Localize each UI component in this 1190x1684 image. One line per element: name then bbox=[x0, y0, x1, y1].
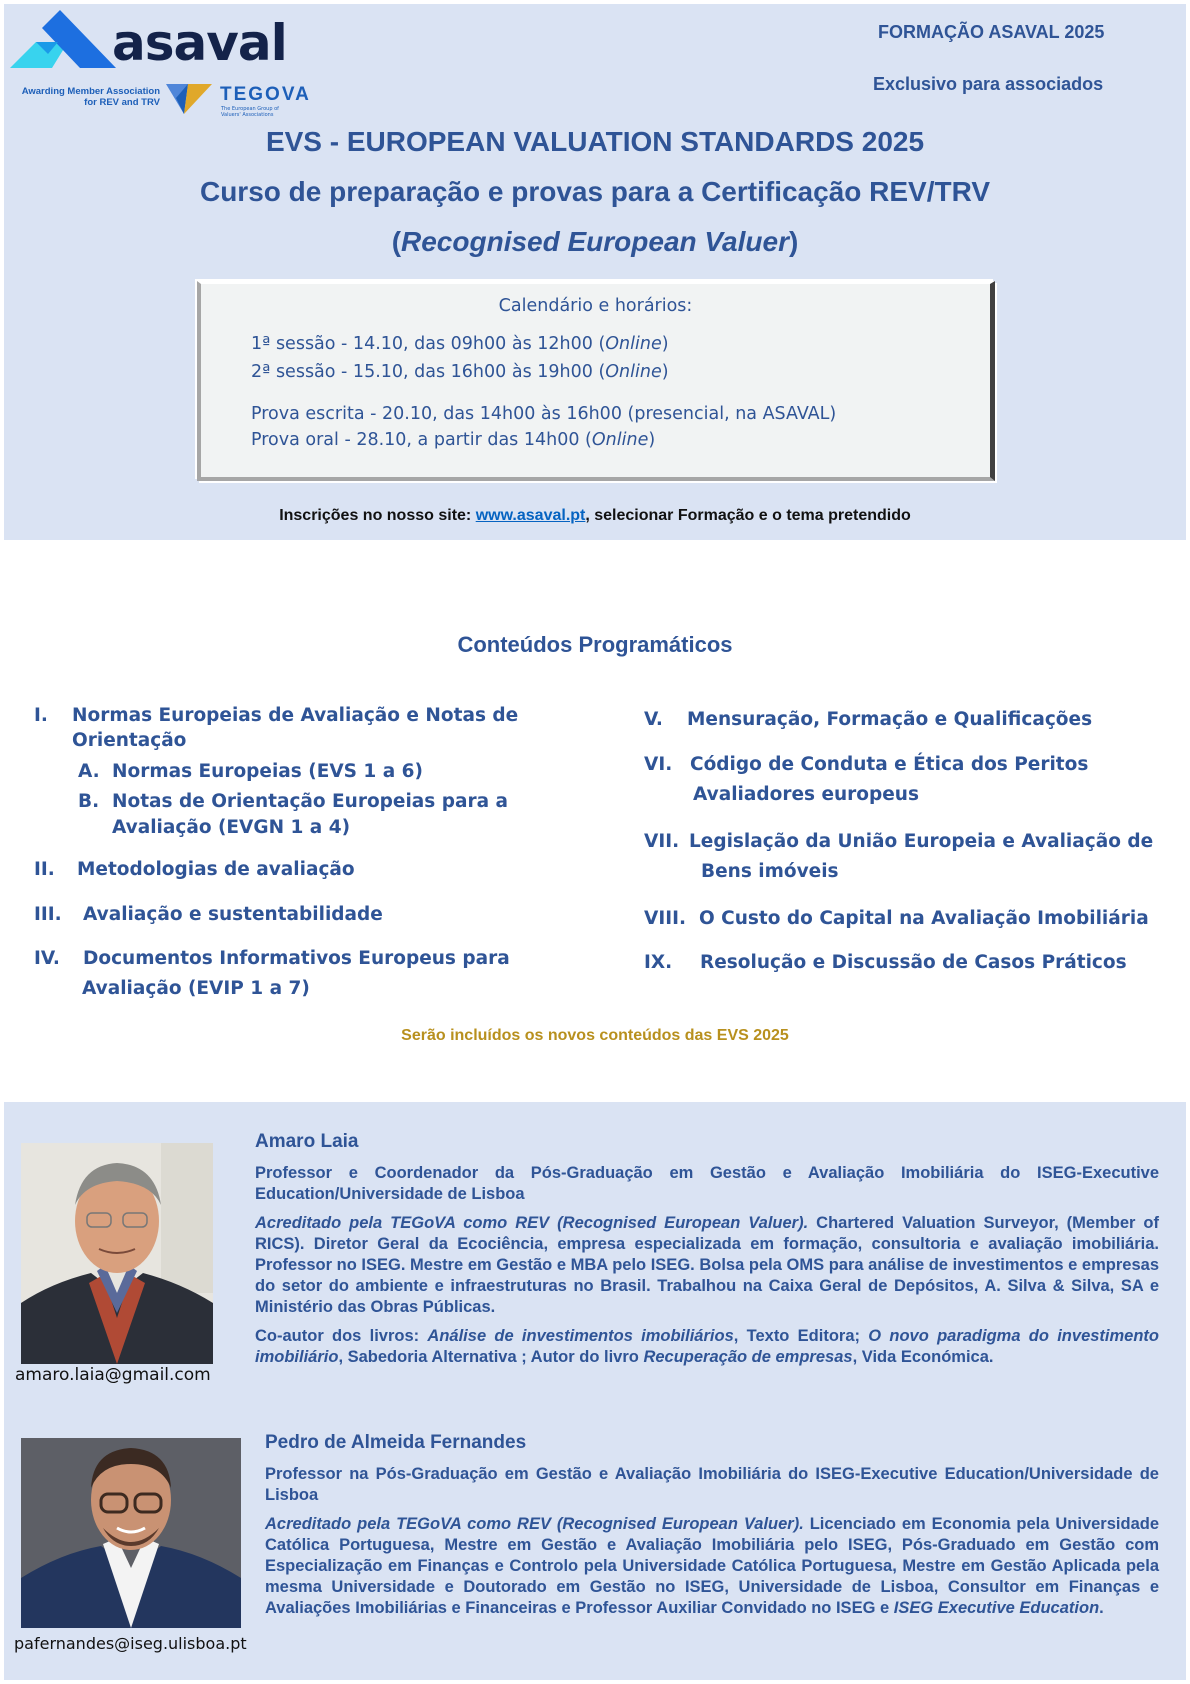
item-text: Legislação da União Europeia e Avaliação de bbox=[689, 831, 1154, 852]
award-text bbox=[8, 86, 160, 108]
trainer-bio-pedro-fernandes bbox=[265, 1432, 1159, 1627]
trainer-name: Pedro de Almeida Fernandes bbox=[265, 1432, 527, 1453]
item-text: Normas Europeias (EVS 1 a 6) bbox=[112, 761, 423, 782]
book-title: Análise de investimentos imobiliários bbox=[427, 1327, 734, 1345]
portrait-icon bbox=[21, 1143, 213, 1364]
program-item-1 bbox=[34, 703, 594, 763]
bio-institution: ISEG Executive Education bbox=[893, 1599, 1100, 1617]
oral-exam bbox=[251, 430, 655, 450]
accreditation: Acreditado pela TEGoVA como REV (Recognised European Valuer). bbox=[255, 1214, 809, 1232]
books-text: , Vida Económica. bbox=[852, 1348, 994, 1366]
item-number: IX. bbox=[644, 952, 673, 973]
session-close: ) bbox=[661, 362, 669, 382]
books-text: , Texto Editora; bbox=[733, 1327, 869, 1345]
trainer-role: Professor na Pós-Graduação em Gestão e Avaliação Imobiliária do ISEG-Executive Education/Universidade de Lisboa bbox=[265, 1465, 1159, 1504]
book-title: Recuperação de empresas bbox=[643, 1348, 853, 1366]
program-item-6 bbox=[644, 752, 1184, 812]
item-text: Resolução e Discussão de Casos Práticos bbox=[700, 952, 1127, 973]
paren-close: ) bbox=[788, 226, 799, 257]
item-text: Notas de Orientação Europeias para a bbox=[112, 791, 509, 812]
trainer-photo-amaro-laia bbox=[21, 1143, 213, 1364]
program-item-2 bbox=[34, 857, 534, 885]
item-text: Avaliação (EVGN 1 a 4) bbox=[112, 817, 351, 838]
signup-suffix: , selecionar Formação e o tema pretendido bbox=[585, 507, 911, 524]
session-1 bbox=[251, 334, 669, 354]
asaval-logo bbox=[8, 8, 311, 118]
item-number: VIII. bbox=[644, 908, 686, 929]
session-text: 1ª sessão - 14.10, das 09h00 às 12h00 ( bbox=[251, 334, 606, 354]
item-text: Normas Europeias de Avaliação e Notas de bbox=[72, 705, 519, 726]
item-text: Bens imóveis bbox=[701, 861, 839, 882]
session-close: ) bbox=[648, 430, 656, 450]
program-item-9 bbox=[644, 950, 1184, 978]
bio-text: Licenciado em Economia pela Universidade Católica Portuguesa, Mestre em Gestão e Avaliação Imobiliária pelo ISEG, Pós-Graduado em Gestão com Especialização em Finanças e Controlo pela Universidade Católica Portuguesa, Mestre em Gestão Aplicada pela mesma Universidade e Doutorado em Gestão no ISEG, Universidade de Lisboa, Consultor em Finanças e Avaliações Imobiliárias e Financeiras e Professor Auxiliar Convidado no ISEG e bbox=[265, 1515, 1160, 1617]
item-number: II. bbox=[34, 859, 55, 880]
paren-open: ( bbox=[391, 226, 402, 257]
program-subitem-b bbox=[78, 789, 578, 845]
program-item-5 bbox=[644, 707, 1184, 735]
trainer-credentials bbox=[255, 1213, 1159, 1318]
trainer-bio-amaro-laia bbox=[255, 1131, 1159, 1376]
session-close: ) bbox=[661, 334, 669, 354]
asaval-mark-icon bbox=[8, 8, 118, 78]
session-2 bbox=[251, 362, 669, 382]
program-item-7 bbox=[644, 829, 1190, 889]
trainer-email-amaro-laia[interactable]: amaro.laia@gmail.com bbox=[15, 1365, 211, 1385]
session-text: Prova escrita - 20.10, das 14h00 às 16h00 (presencial, na ASAVAL) bbox=[251, 404, 837, 424]
item-text: Metodologias de avaliação bbox=[77, 859, 355, 880]
award-line-1: Awarding Member Association bbox=[21, 86, 160, 97]
bio-end: . bbox=[1099, 1599, 1104, 1617]
contents-title: Conteúdos Programáticos bbox=[457, 632, 733, 657]
item-text: Avaliadores europeus bbox=[693, 784, 919, 805]
audience-label: Exclusivo para associados bbox=[873, 74, 1104, 94]
item-text: Documentos Informativos Europeus para bbox=[83, 948, 510, 969]
trainer-books bbox=[255, 1326, 1159, 1368]
bio-text: Chartered Valuation Surveyor, (Member of RICS). Diretor Geral da Ecociência, empresa especializada em formação, consultoria e avaliação imobiliária. Professor no ISEG. Mestre em Gestão e MBA pelo ISEG. Bolsa pela OMS para análise de investimentos e empresas do setor do ambiente e infraestruturas no Brasil. Trabalhou na Caixa Geral de Depósitos, A. Silva & Silva, SA e Ministério das Obras Públicas. bbox=[255, 1214, 1159, 1316]
item-text: Código de Conduta e Ética dos Peritos bbox=[690, 754, 1089, 775]
calendar-heading: Calendário e horários: bbox=[498, 296, 693, 316]
program-label: FORMAÇÃO ASAVAL 2025 bbox=[878, 22, 1105, 42]
item-text: Avaliação e sustentabilidade bbox=[83, 904, 383, 925]
session-mode: Online bbox=[605, 334, 662, 354]
trainer-email-pedro-fernandes[interactable]: pafernandes@iseg.ulisboa.pt bbox=[14, 1634, 247, 1653]
signup-prefix: Inscrições no nosso site: bbox=[279, 507, 476, 524]
item-text: Avaliação (EVIP 1 a 7) bbox=[82, 978, 310, 999]
program-item-8 bbox=[644, 906, 1190, 934]
website-link[interactable]: www.asaval.pt bbox=[475, 507, 586, 524]
item-text: Mensuração, Formação e Qualificações bbox=[687, 709, 1093, 730]
tegova-mark-icon bbox=[166, 84, 214, 116]
item-number: A. bbox=[78, 761, 100, 782]
item-number: IV. bbox=[34, 948, 60, 969]
brand-wordmark: asaval bbox=[112, 14, 287, 72]
item-text: Orientação bbox=[72, 730, 187, 751]
rev-full-name: Recognised European Valuer bbox=[401, 226, 789, 257]
program-item-3 bbox=[34, 902, 534, 930]
item-number: V. bbox=[644, 709, 663, 730]
evs-2025-note: Serão incluídos os novos conteúdos das EVS 2025 bbox=[401, 1027, 789, 1044]
session-mode: Online bbox=[591, 430, 649, 450]
main-title: EVS - EUROPEAN VALUATION STANDARDS 2025 bbox=[265, 126, 925, 157]
program-subitem-a bbox=[78, 759, 578, 787]
award-line-2: for REV and TRV bbox=[84, 97, 160, 108]
session-text: 2ª sessão - 15.10, das 16h00 às 19h00 ( bbox=[251, 362, 606, 382]
trainer-photo-pedro-fernandes bbox=[21, 1438, 241, 1628]
subtitle-rev bbox=[0, 226, 1190, 258]
item-number: III. bbox=[34, 904, 62, 925]
tegova-wordmark: TEGOVA bbox=[220, 84, 311, 105]
trainer-name: Amaro Laia bbox=[255, 1131, 359, 1152]
books-text: , Sabedoria Alternativa ; Autor do livro bbox=[338, 1348, 644, 1366]
portrait-icon bbox=[21, 1438, 241, 1628]
tegova-subtitle: The European Group of Valuers' Associations bbox=[221, 106, 279, 118]
book-title: O novo paradigma do investimento imobiliário bbox=[255, 1327, 1159, 1366]
written-exam bbox=[251, 404, 836, 424]
item-text: O Custo do Capital na Avaliação Imobiliária bbox=[699, 908, 1149, 929]
subtitle: Curso de preparação e provas para a Certificação REV/TRV bbox=[199, 176, 990, 207]
calendar-box bbox=[197, 281, 995, 481]
session-mode: Online bbox=[605, 362, 662, 382]
session-text: Prova oral - 28.10, a partir das 14h00 ( bbox=[251, 430, 592, 450]
books-text: Co-autor dos livros: bbox=[255, 1327, 428, 1345]
accreditation: Acreditado pela TEGoVA como REV (Recognised European Valuer). bbox=[265, 1515, 804, 1533]
item-number: VI. bbox=[644, 754, 673, 775]
signup-line bbox=[0, 507, 1190, 525]
item-number: B. bbox=[78, 791, 100, 812]
trainer-role: Professor e Coordenador da Pós-Graduação em Gestão e Avaliação Imobiliária do ISEG-Executive Education/Universidade de Lisboa bbox=[255, 1164, 1159, 1203]
trainer-credentials bbox=[265, 1514, 1159, 1619]
program-item-4 bbox=[34, 946, 594, 1006]
item-number: VII. bbox=[644, 831, 680, 852]
item-number: I. bbox=[34, 705, 48, 726]
